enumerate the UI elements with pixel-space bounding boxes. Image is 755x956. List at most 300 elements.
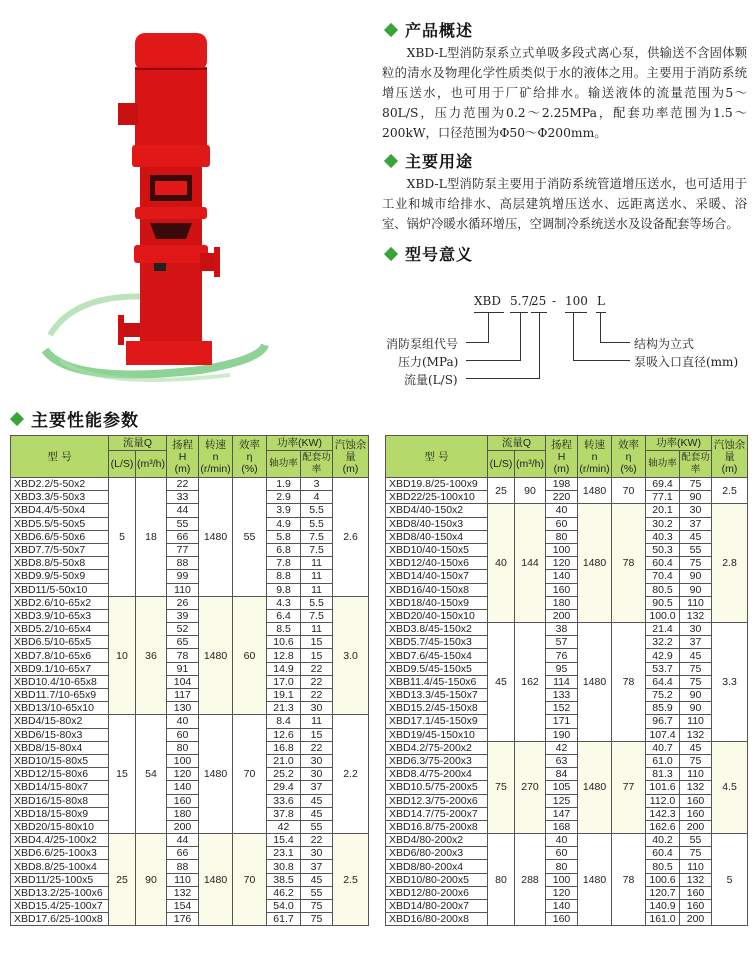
shaft-power-cell: 85.9 (646, 702, 680, 715)
head-cell: 40 (167, 715, 199, 728)
shaft-power-cell: 14.9 (267, 662, 301, 675)
efficiency-cell: 77 (612, 741, 646, 833)
head-cell: 95 (546, 662, 578, 675)
table-row (11, 741, 369, 754)
model-cell: XBD20/40-150x10 (386, 609, 488, 622)
head-cell: 99 (167, 570, 199, 583)
motor-power-cell: 75 (680, 557, 712, 570)
code-part-structure: L (597, 294, 605, 308)
head-cell: 60 (167, 728, 199, 741)
shaft-power-cell: 100.0 (646, 609, 680, 622)
label-xbd: 消防泵组代号 (386, 337, 459, 351)
efficiency-cell: 55 (233, 478, 267, 597)
model-cell: XBD17.1/45-150x9 (386, 715, 488, 728)
model-cell: XBD15.2/45-150x8 (386, 702, 488, 715)
product-description (382, 18, 747, 265)
npsh-cell: 2.6 (333, 478, 369, 597)
motor-power-cell: 110 (680, 596, 712, 609)
flow-m3h-cell: 162 (515, 623, 546, 742)
table-row (11, 715, 369, 728)
model-meaning-title: 型号意义 (405, 245, 474, 264)
model-cell: XBD12/40-150x6 (386, 557, 488, 570)
head-cell: 140 (546, 900, 578, 913)
table-row (386, 807, 748, 820)
model-cell: XBD5.2/10-65x4 (11, 623, 109, 636)
header-speed: 转速 n (r/min) (578, 436, 612, 478)
head-cell: 152 (546, 702, 578, 715)
motor-power-cell: 132 (680, 609, 712, 622)
head-cell: 80 (546, 860, 578, 873)
header-eff: 效率 η (%) (233, 436, 267, 478)
motor-power-cell: 7.5 (301, 609, 333, 622)
motor-power-cell: 11 (301, 557, 333, 570)
header-motor-power: 配套功率 (301, 451, 333, 478)
motor-power-cell: 75 (301, 900, 333, 913)
motor-power-cell: 30 (301, 768, 333, 781)
header-npsh: 汽蚀余量 (m) (333, 436, 369, 478)
motor-power-cell: 7.5 (301, 543, 333, 556)
model-cell: XBD8/80-200x4 (386, 860, 488, 873)
motor-power-cell: 75 (680, 754, 712, 767)
shaft-power-cell: 30.2 (646, 517, 680, 530)
shaft-power-cell: 61.0 (646, 754, 680, 767)
speed-cell: 1480 (199, 478, 233, 597)
motor-power-cell: 90 (680, 491, 712, 504)
shaft-power-cell: 15.4 (267, 834, 301, 847)
table-row (386, 873, 748, 886)
head-cell: 76 (546, 649, 578, 662)
shaft-power-cell: 54.0 (267, 900, 301, 913)
shaft-power-cell: 161.0 (646, 913, 680, 926)
table-row (11, 913, 369, 926)
table-row (11, 596, 369, 609)
table-row (386, 543, 748, 556)
npsh-cell: 3.3 (712, 623, 748, 742)
motor-power-cell: 55 (301, 886, 333, 899)
speed-cell: 1480 (578, 478, 612, 504)
overview-title: 产品概述 (405, 21, 474, 40)
usage-text: XBD-L型消防泵主要用于消防系统管道增压送水，也可适用于工业和城市给排水、高层建筑增压送水、远距离送水、采暖、浴室、锅炉冷暖水循环增压，空调制冷系统送水及设备配套等场合。 (382, 177, 747, 231)
shaft-power-cell: 50.3 (646, 543, 680, 556)
header-motor-power: 配套功率 (680, 451, 712, 478)
efficiency-cell: 70 (233, 715, 267, 834)
flow-ls-cell: 15 (109, 715, 136, 834)
motor-power-cell: 15 (301, 728, 333, 741)
motor-power-cell: 4 (301, 491, 333, 504)
model-cell: XBD5.5/5-50x5 (11, 517, 109, 530)
header-shaft-power: 轴功率 (267, 451, 301, 478)
table-row (11, 649, 369, 662)
shaft-power-cell: 107.4 (646, 728, 680, 741)
table-row (11, 754, 369, 767)
header-shaft-power: 轴功率 (646, 451, 680, 478)
table-row (11, 675, 369, 688)
head-cell: 63 (546, 754, 578, 767)
shaft-power-cell: 25.2 (267, 768, 301, 781)
model-cell: XBD14/40-150x7 (386, 570, 488, 583)
head-cell: 180 (546, 596, 578, 609)
shaft-power-cell: 21.3 (267, 702, 301, 715)
model-cell: XBD6.3/75-200x3 (386, 754, 488, 767)
shaft-power-cell: 17.0 (267, 675, 301, 688)
table-row (386, 794, 748, 807)
shaft-power-cell: 40.2 (646, 834, 680, 847)
motor-power-cell: 45 (301, 807, 333, 820)
header-eff: 效率 η (%) (612, 436, 646, 478)
head-cell: 110 (167, 873, 199, 886)
head-cell: 66 (167, 530, 199, 543)
flow-m3h-cell: 270 (515, 741, 546, 833)
table-row (386, 900, 748, 913)
table-row (11, 636, 369, 649)
label-structure: 结构为立式 (634, 337, 695, 351)
head-cell: 80 (546, 530, 578, 543)
table-row (386, 649, 748, 662)
npsh-cell: 2.5 (333, 834, 369, 926)
flow-ls-cell: 10 (109, 596, 136, 715)
model-cell: XBD8/40-150x3 (386, 517, 488, 530)
table-row (386, 583, 748, 596)
flow-ls-cell: 40 (488, 504, 515, 623)
head-cell: 105 (546, 781, 578, 794)
model-cell: XBD12/15-80x6 (11, 768, 109, 781)
model-cell: XBD8.4/75-200x4 (386, 768, 488, 781)
motor-power-cell: 90 (680, 689, 712, 702)
table-row (11, 570, 369, 583)
motor-power-cell: 75 (301, 913, 333, 926)
shaft-power-cell: 19.1 (267, 689, 301, 702)
model-cell: XBD3.9/10-65x3 (11, 609, 109, 622)
flow-ls-cell: 45 (488, 623, 515, 742)
model-cell: XBD5.7/45-150x3 (386, 636, 488, 649)
flow-m3h-cell: 54 (136, 715, 167, 834)
head-cell: 171 (546, 715, 578, 728)
head-cell: 100 (167, 754, 199, 767)
motor-power-cell: 45 (301, 873, 333, 886)
code-part-dash: - (552, 294, 557, 308)
head-cell: 176 (167, 913, 199, 926)
model-cell: XBD7.7/5-50x7 (11, 543, 109, 556)
table-row (386, 781, 748, 794)
model-code-diagram (382, 290, 747, 390)
model-cell: XBD10.4/10-65x8 (11, 675, 109, 688)
model-cell: XBD8.8/5-50x8 (11, 557, 109, 570)
table-row (11, 491, 369, 504)
table-row (11, 886, 369, 899)
head-cell: 117 (167, 689, 199, 702)
motor-power-cell: 110 (680, 715, 712, 728)
model-cell: XBD2.2/5-50x2 (11, 478, 109, 491)
fire-pump-icon (110, 25, 230, 370)
npsh-cell: 4.5 (712, 741, 748, 833)
shaft-power-cell: 60.4 (646, 557, 680, 570)
motor-power-cell: 75 (680, 478, 712, 491)
head-cell: 125 (546, 794, 578, 807)
table-row (386, 517, 748, 530)
npsh-cell: 5 (712, 834, 748, 926)
shaft-power-cell: 42.9 (646, 649, 680, 662)
shaft-power-cell: 37.8 (267, 807, 301, 820)
header-model: 型 号 (386, 436, 488, 478)
table-row (11, 873, 369, 886)
table-row (11, 728, 369, 741)
head-cell: 120 (546, 886, 578, 899)
shaft-power-cell: 21.0 (267, 754, 301, 767)
model-cell: XBD4.4/5-50x4 (11, 504, 109, 517)
motor-power-cell: 132 (680, 728, 712, 741)
table-row (386, 636, 748, 649)
motor-power-cell: 22 (301, 675, 333, 688)
motor-power-cell: 37 (301, 860, 333, 873)
usage-title: 主要用途 (405, 152, 474, 171)
motor-power-cell: 160 (680, 807, 712, 820)
flow-ls-cell: 80 (488, 834, 515, 926)
table-row (386, 728, 748, 741)
shaft-power-cell: 80.5 (646, 583, 680, 596)
performance-heading (8, 406, 139, 431)
model-cell: XBD8/40-150x4 (386, 530, 488, 543)
head-cell: 77 (167, 543, 199, 556)
code-part-xbd: XBD (474, 294, 501, 308)
head-cell: 100 (546, 543, 578, 556)
model-cell: XBD9.1/10-65x7 (11, 662, 109, 675)
diamond-bullet-icon (10, 411, 24, 425)
head-cell: 104 (167, 675, 199, 688)
flow-ls-cell: 25 (488, 478, 515, 504)
table-row (386, 478, 748, 491)
motor-power-cell: 75 (680, 847, 712, 860)
performance-table-left (10, 435, 369, 926)
code-part-flow: 25 (531, 294, 547, 308)
motor-power-cell: 3 (301, 478, 333, 491)
model-cell: XBD6/80-200x3 (386, 847, 488, 860)
product-image (0, 0, 375, 395)
motor-power-cell: 45 (680, 530, 712, 543)
diamond-bullet-icon (384, 246, 398, 260)
head-cell: 39 (167, 609, 199, 622)
head-cell: 88 (167, 860, 199, 873)
model-cell: XBD7.6/45-150x4 (386, 649, 488, 662)
table-row (386, 886, 748, 899)
header-flow: 流量Q (109, 436, 167, 451)
head-cell: 91 (167, 662, 199, 675)
table-row (386, 741, 748, 754)
motor-power-cell: 30 (680, 504, 712, 517)
table-row (11, 794, 369, 807)
model-cell: XBD6.5/10-65x5 (11, 636, 109, 649)
model-cell: XBD8/15-80x4 (11, 741, 109, 754)
head-cell: 26 (167, 596, 199, 609)
motor-power-cell: 75 (680, 662, 712, 675)
model-cell: XBD18/15-80x9 (11, 807, 109, 820)
shaft-power-cell: 142.3 (646, 807, 680, 820)
speed-cell: 1480 (578, 834, 612, 926)
head-cell: 168 (546, 820, 578, 833)
motor-power-cell: 30 (680, 623, 712, 636)
model-cell: XBD4.4/25-100x2 (11, 834, 109, 847)
head-cell: 60 (546, 517, 578, 530)
model-cell: XBD13.2/25-100x6 (11, 886, 109, 899)
shaft-power-cell: 6.4 (267, 609, 301, 622)
table-row (11, 517, 369, 530)
table-row (11, 530, 369, 543)
header-flow-ls: (L/S) (488, 451, 515, 478)
label-flow: 流量(L/S) (404, 373, 458, 387)
head-cell: 57 (546, 636, 578, 649)
shaft-power-cell: 112.0 (646, 794, 680, 807)
motor-power-cell: 37 (301, 781, 333, 794)
table-row (11, 768, 369, 781)
model-cell: XBB11.4/45-150x6 (386, 675, 488, 688)
motor-power-cell: 11 (301, 583, 333, 596)
motor-power-cell: 5.5 (301, 504, 333, 517)
head-cell: 154 (167, 900, 199, 913)
flow-m3h-cell: 288 (515, 834, 546, 926)
motor-power-cell: 200 (680, 820, 712, 833)
motor-power-cell: 22 (301, 689, 333, 702)
shaft-power-cell: 5.8 (267, 530, 301, 543)
model-cell: XBD7.8/10-65x6 (11, 649, 109, 662)
table-row (386, 491, 748, 504)
model-cell: XBD6/15-80x3 (11, 728, 109, 741)
motor-power-cell: 45 (301, 794, 333, 807)
shaft-power-cell: 20.1 (646, 504, 680, 517)
head-cell: 140 (167, 781, 199, 794)
head-cell: 190 (546, 728, 578, 741)
table-row (386, 557, 748, 570)
model-cell: XBD16/40-150x8 (386, 583, 488, 596)
model-cell: XBD4.2/75-200x2 (386, 741, 488, 754)
header-flow: 流量Q (488, 436, 546, 451)
model-cell: XBD2.6/10-65x2 (11, 596, 109, 609)
motor-power-cell: 22 (301, 741, 333, 754)
shaft-power-cell: 81.3 (646, 768, 680, 781)
head-cell: 130 (167, 702, 199, 715)
model-cell: XBD8.8/25-100x4 (11, 860, 109, 873)
model-cell: XBD6.6/5-50x6 (11, 530, 109, 543)
header-power: 功率(KW) (267, 436, 333, 451)
motor-power-cell: 45 (680, 649, 712, 662)
table-row (11, 583, 369, 596)
shaft-power-cell: 80.5 (646, 860, 680, 873)
table-row (11, 702, 369, 715)
shaft-power-cell: 90.5 (646, 596, 680, 609)
header-npsh: 汽蚀余量 (m) (712, 436, 748, 478)
header-head: 扬程 H (m) (167, 436, 199, 478)
code-part-pressure: 5.7/ (510, 294, 534, 308)
motor-power-cell: 37 (680, 517, 712, 530)
model-cell: XBD10/40-150x5 (386, 543, 488, 556)
motor-power-cell: 132 (680, 873, 712, 886)
model-cell: XBD11.7/10-65x9 (11, 689, 109, 702)
overview-heading (382, 18, 747, 41)
speed-cell: 1480 (199, 596, 233, 715)
table-row (386, 702, 748, 715)
table-row (11, 900, 369, 913)
head-cell: 132 (167, 886, 199, 899)
performance-table-right (385, 435, 748, 926)
head-cell: 55 (167, 517, 199, 530)
shaft-power-cell: 8.5 (267, 623, 301, 636)
head-cell: 52 (167, 623, 199, 636)
head-cell: 38 (546, 623, 578, 636)
header-flow-ls: (L/S) (109, 451, 136, 478)
motor-power-cell: 5.5 (301, 517, 333, 530)
header-model: 型 号 (11, 436, 109, 478)
overview-text: XBD-L型消防泵系立式单吸多段式离心泵，供输送不含固体颗粒的清水及物理化学性质类似于水的液体之用。主要用于消防系统增压送水，也可用于厂矿给排水。输送液体的流量范围为5～80L/S，压力范围为0.2～2.25MPa，配套功率范围为1.5～200kW，口径范围为Φ50～Φ200mm。 (382, 46, 747, 140)
shaft-power-cell: 8.8 (267, 570, 301, 583)
head-cell: 44 (167, 834, 199, 847)
head-cell: 22 (167, 478, 199, 491)
table-row (11, 820, 369, 833)
table-row (386, 623, 748, 636)
shaft-power-cell: 12.8 (267, 649, 301, 662)
model-cell: XBD18/40-150x9 (386, 596, 488, 609)
head-cell: 133 (546, 689, 578, 702)
code-part-inlet: 100 (565, 294, 588, 308)
speed-cell: 1480 (199, 715, 233, 834)
motor-power-cell: 55 (301, 820, 333, 833)
npsh-cell: 2.8 (712, 504, 748, 623)
usage-heading (382, 149, 747, 172)
table-row (386, 913, 748, 926)
model-cell: XBD10/15-80x5 (11, 754, 109, 767)
flow-m3h-cell: 144 (515, 504, 546, 623)
efficiency-cell: 78 (612, 504, 646, 623)
shaft-power-cell: 42 (267, 820, 301, 833)
model-cell: XBD14/15-80x7 (11, 781, 109, 794)
motor-power-cell: 22 (301, 662, 333, 675)
table-row (11, 609, 369, 622)
head-cell: 200 (167, 820, 199, 833)
model-cell: XBD14/80-200x7 (386, 900, 488, 913)
table-row (386, 754, 748, 767)
table-row (386, 675, 748, 688)
model-cell: XBD11/25-100x5 (11, 873, 109, 886)
model-cell: XBD10.5/75-200x5 (386, 781, 488, 794)
shaft-power-cell: 46.2 (267, 886, 301, 899)
head-cell: 60 (546, 847, 578, 860)
diamond-bullet-icon (384, 153, 398, 167)
shaft-power-cell: 10.6 (267, 636, 301, 649)
model-cell: XBD3.3/5-50x3 (11, 491, 109, 504)
shaft-power-cell: 3.9 (267, 504, 301, 517)
head-cell: 40 (546, 834, 578, 847)
header-speed: 转速 n (r/min) (199, 436, 233, 478)
shaft-power-cell: 16.8 (267, 741, 301, 754)
motor-power-cell: 5.5 (301, 596, 333, 609)
npsh-cell: 2.2 (333, 715, 369, 834)
table-row (11, 834, 369, 847)
model-cell: XBD16/15-80x8 (11, 794, 109, 807)
model-cell: XBD19.8/25-100x9 (386, 478, 488, 491)
model-cell: XBD16.8/75-200x8 (386, 820, 488, 833)
head-cell: 78 (167, 649, 199, 662)
shaft-power-cell: 40.7 (646, 741, 680, 754)
table-row (11, 478, 369, 491)
shaft-power-cell: 6.8 (267, 543, 301, 556)
model-cell: XBD3.8/45-150x2 (386, 623, 488, 636)
table-row (386, 662, 748, 675)
motor-power-cell: 55 (680, 543, 712, 556)
npsh-cell: 3.0 (333, 596, 369, 715)
motor-power-cell: 11 (301, 623, 333, 636)
table-row (11, 504, 369, 517)
head-cell: 160 (546, 583, 578, 596)
model-cell: XBD6.6/25-100x3 (11, 847, 109, 860)
model-cell: XBD13.3/45-150x7 (386, 689, 488, 702)
shaft-power-cell: 21.4 (646, 623, 680, 636)
